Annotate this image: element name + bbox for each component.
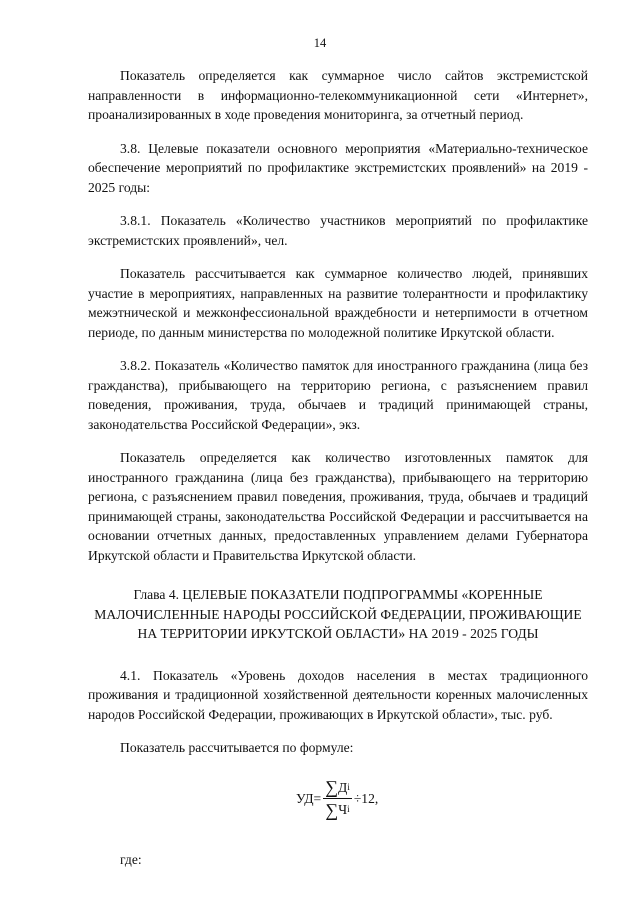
paragraph: Показатель определяется как суммарное число сайтов экстремистской направленности в информационно-телекоммуникационной сети «Интернет», проанализированных в ходе проведения мониторинга, за отчетный период. [88,68,588,122]
formula-fraction [323,778,352,820]
sum-sign: ∑ [325,777,339,798]
paragraph: Показатель рассчитывается по формуле: [120,740,354,755]
body-text [88,66,588,869]
paragraph: 4.1. Показатель «Уровень доходов населения в местах традиционного проживания и традиционной хозяйственной деятельности коренных малочисленных народов Российской Федерации, проживающих в Иркутской области», тыс. руб. [88,667,588,722]
formula-denominator [323,799,351,820]
formula-lhs: УД [296,790,314,806]
income-formula [296,778,378,820]
numerator-symbol: Д [338,779,348,795]
formula-numerator [323,778,352,800]
paragraph: 3.8.2. Показатель «Количество памяток для иностранного гражданина (лица без гражданства), прибывающего на территорию региона, с разъяснением правил поведения, проживания, труда, обычаев и традиций принимающей страны, законодательства Российской Федерации», экз. [88,358,588,432]
chapter-title: Глава 4. ЦЕЛЕВЫЕ ПОКАЗАТЕЛИ ПОДПРОГРАММЫ «КОРЕННЫЕ МАЛОЧИСЛЕННЫЕ НАРОДЫ РОССИЙСКОЙ ФЕДЕРАЦИИ, ПРОЖИВАЮЩИЕ НА ТЕРРИТОРИИ ИРКУТСКОЙ ОБЛАСТИ» НА 2019 - 2025 ГОДЫ [94,587,582,641]
paragraph: Показатель определяется как количество изготовленных памяток для иностранного гражданина (лица без гражданства), прибывающего на территорию региона, с разъяснением правил поведения, проживания, труда, обычаев и традиций принимающей страны, законодательства Российской Федерации и рассчитывается на основании отчетных данных, предоставленных управлением делами Губернатора Иркутской области и Правительства Иркутской области. [88,450,588,563]
paragraph: 3.8.1. Показатель «Количество участников мероприятий по профилактике экстремистских проявлений», чел. [88,213,588,248]
numerator-subscript: i [347,781,350,792]
sum-sign: ∑ [325,799,339,820]
where-label: где: [120,851,142,867]
formula-tail: ÷12, [353,790,379,806]
paragraph: Показатель рассчитывается как суммарное количество людей, принявших участие в мероприятиях, направленных на развитие толерантности и профилактику межэтнической и межконфессиональной враждебности и нетерпимости в отчетном периоде, по данным министерства по молодежной политике Иркутской области. [88,266,588,340]
formula-block [88,772,588,830]
paragraph: 3.8. Целевые показатели основного мероприятия «Материально-техническое обеспечение мероприятий по профилактике экстремистских проявлений» на 2019 - 2025 годы: [88,140,588,195]
denominator-symbol: Ч [338,802,348,817]
formula-equals: = [313,790,322,806]
page-number: 14 [313,36,327,50]
denominator-subscript: i [347,804,350,814]
